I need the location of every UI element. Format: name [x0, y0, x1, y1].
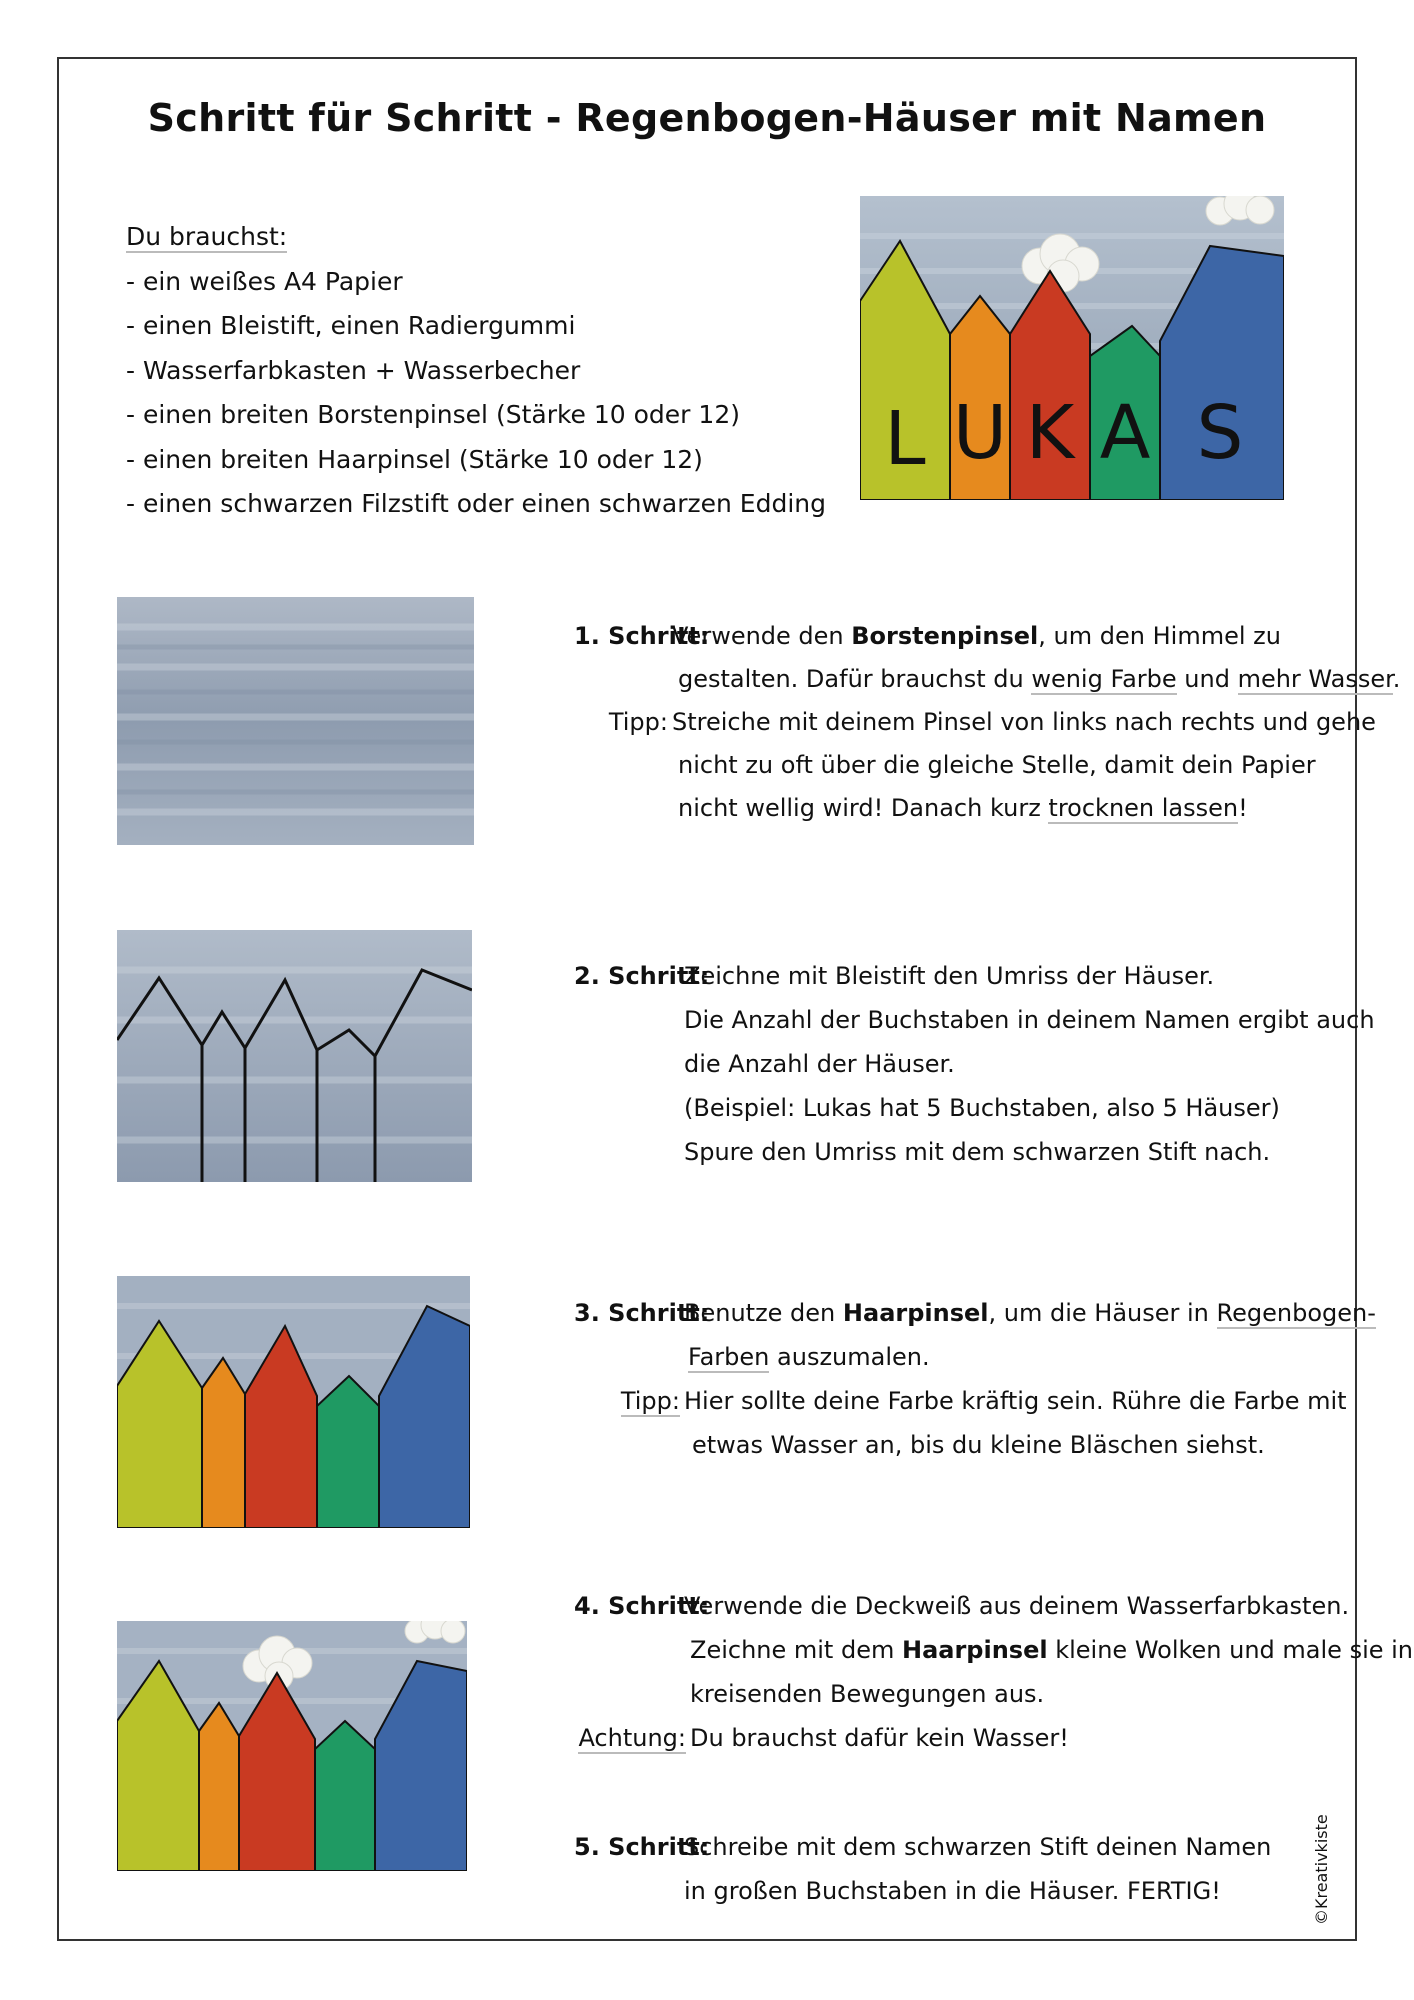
materials-list	[126, 215, 826, 527]
name-letter: K	[1025, 390, 1075, 476]
material-item: - ein weißes A4 Papier	[126, 266, 403, 296]
material-item: - einen breiten Borstenpinsel (Stärke 10 oder 12)	[126, 400, 740, 429]
material-item: - einen breiten Haarpinsel (Stärke 10 oder 12)	[126, 444, 703, 474]
house-shape	[202, 1358, 245, 1528]
step-3-label: 3. Schritt:	[574, 1299, 710, 1327]
step-2-line: (Beispiel: Lukas hat 5 Buchstaben, also 5 Häuser)	[684, 1094, 1280, 1122]
step-4-line: Du brauchst dafür kein Wasser!	[690, 1724, 1069, 1752]
step-1-line: Streiche mit deinem Pinsel von links nach rechts und gehe	[672, 708, 1376, 736]
step-3-image	[117, 1276, 470, 1528]
step-4-line: Verwende die Deckweiß aus deinem Wasserfarbkasten.	[684, 1592, 1350, 1620]
step-1-line: nicht wellig wird! Danach kurz trocknen lassen!	[678, 794, 1248, 822]
step-3-line: Benutze den Haarpinsel, um die Häuser in Regenbogen-	[684, 1299, 1376, 1327]
step-1-image	[117, 597, 474, 845]
house-shape	[317, 1376, 379, 1528]
materials-heading: Du brauchst:	[126, 222, 288, 251]
step-2-line: Zeichne mit Bleistift den Umriss der Häuser.	[684, 962, 1215, 990]
name-letter: S	[1196, 390, 1244, 476]
material-item: - Wasserfarbkasten + Wasserbecher	[126, 355, 581, 385]
step-2-label: 2. Schritt:	[574, 962, 710, 990]
step-2-image	[117, 930, 472, 1182]
house-shape	[199, 1703, 239, 1871]
step-5-line: Schreibe mit dem schwarzen Stift deinen Namen	[684, 1833, 1272, 1861]
step-1-line: Verwende den Borstenpinsel, um den Himmel zu	[672, 622, 1281, 650]
step-5-line: in großen Buchstaben in die Häuser. FERTIG!	[684, 1877, 1221, 1905]
step-4-image	[117, 1621, 467, 1871]
tip-label: Tipp:	[608, 708, 668, 736]
step-2-line: die Anzahl der Häuser.	[684, 1050, 955, 1078]
step-2-line: Die Anzahl der Buchstaben in deinem Namen ergibt auch	[684, 1006, 1375, 1034]
step-4-line: Zeichne mit dem Haarpinsel kleine Wolken und male sie in	[690, 1636, 1414, 1664]
step-1-label: 1. Schritt:	[574, 622, 710, 650]
step-3-line: etwas Wasser an, bis du kleine Bläschen siehst.	[692, 1431, 1265, 1459]
material-item: - einen Bleistift, einen Radiergummi	[126, 311, 576, 340]
step-5-label: 5. Schritt:	[574, 1833, 710, 1861]
step-3-line: Farben auszumalen.	[688, 1343, 930, 1371]
name-letter: A	[1099, 390, 1151, 476]
warning-label: Achtung:	[578, 1724, 686, 1752]
name-letter: L	[884, 396, 926, 482]
tip-label: Tipp:	[620, 1387, 680, 1415]
step-1-line: gestalten. Dafür brauchst du wenig Farbe und mehr Wasser.	[678, 665, 1401, 693]
step-1-line: nicht zu oft über die gleiche Stelle, damit dein Papier	[678, 751, 1316, 779]
step-2-line: Spure den Umriss mit dem schwarzen Stift nach.	[684, 1138, 1271, 1166]
step-3-line: Hier sollte deine Farbe kräftig sein. Rühre die Farbe mit	[684, 1387, 1347, 1415]
page-title: Schritt für Schritt - Regenbogen-Häuser mit Namen	[147, 96, 1267, 140]
step-4-line: kreisenden Bewegungen aus.	[690, 1680, 1045, 1708]
final-example-image	[860, 196, 1284, 500]
step-4-label: 4. Schritt:	[574, 1592, 710, 1620]
house-shape	[315, 1721, 375, 1871]
name-letter: U	[952, 390, 1008, 476]
material-item: - einen schwarzen Filzstift oder einen schwarzen Edding	[126, 489, 826, 518]
copyright-note: ©Kreativkiste	[1312, 1814, 1331, 1925]
